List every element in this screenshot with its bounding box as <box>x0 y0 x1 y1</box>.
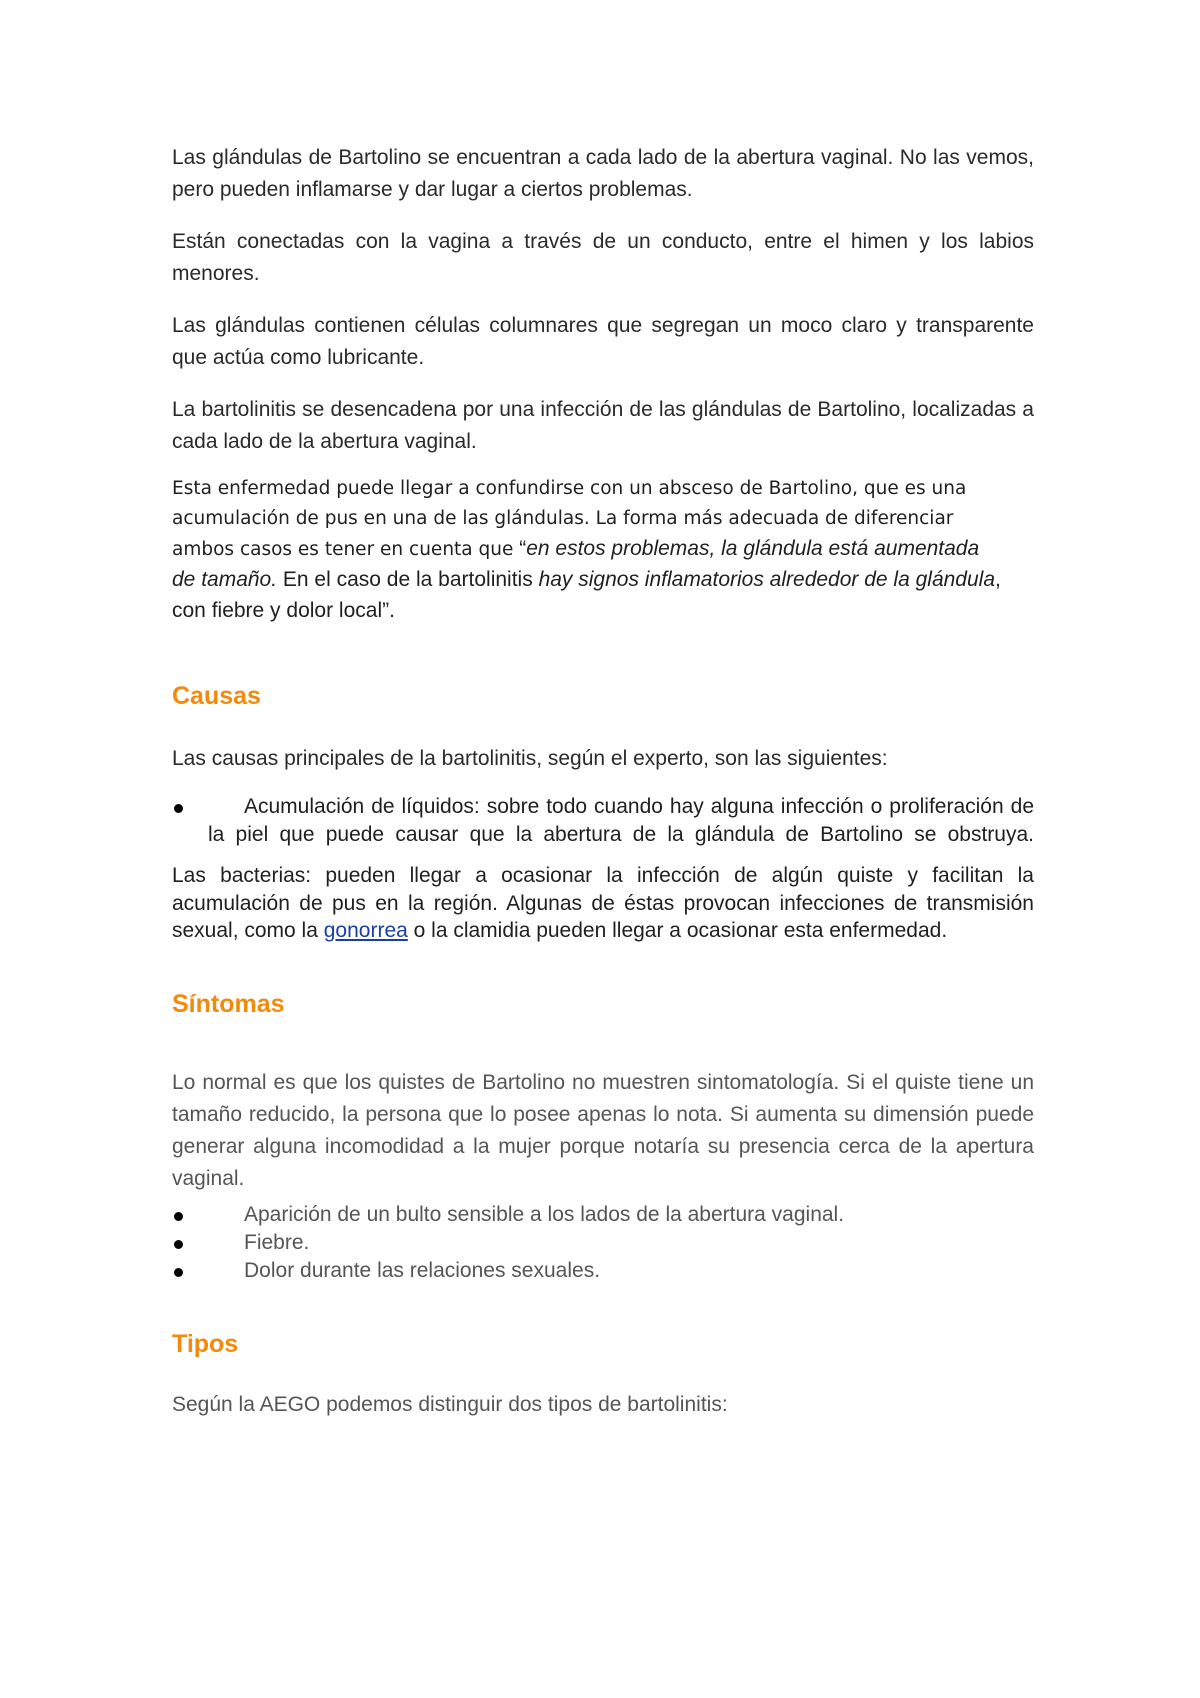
causas-bullet-text <box>208 793 1034 848</box>
sintomas-item-2: Fiebre. <box>244 1230 310 1254</box>
bacteria-text-pre: Las bacterias: pueden llegar a ocasionar la infección de algún quiste y facilitan la acumulación de pus en la región. Algunas de éstas provocan infecciones de transmisión sexual, como la <box>172 864 1034 942</box>
list-item <box>172 793 1034 848</box>
quote-italic-1: en estos problemas, la glándula está aumentada de tamaño. <box>172 537 980 591</box>
intro-paragraph-1: Las glándulas de Bartolino se encuentran a cada lado de la abertura vaginal. No las vemos, pero pueden inflamarse y dar lugar a ciertos problemas. <box>172 146 1034 201</box>
causas-bullet-rest: sobre todo cuando hay alguna infección o proliferación de la piel que puede causar que la abertura de la glándula de Bartolino se obstruya. <box>208 795 1034 846</box>
bacteria-paragraph <box>172 862 1034 945</box>
sintomas-item-3: Dolor durante las relaciones sexuales. <box>244 1258 601 1282</box>
sintomas-paragraph: Lo normal es que los quistes de Bartolino no muestren sintomatología. Si el quiste tiene un tamaño reducido, la persona que lo posee apenas lo nota. Si aumenta su dimensión puede generar alguna incomodidad a la mujer porque notaría su presencia cerca de la apertura vaginal. <box>172 1070 1034 1190</box>
intro-paragraph-2: Están conectadas con la vagina a través de un conducto, entre el himen y los labios menores. <box>172 230 1034 285</box>
quote-tail: , con fiebre y dolor local”. <box>172 568 1001 622</box>
document-body <box>172 142 1034 1421</box>
bullet-icon <box>174 1240 183 1249</box>
intro-paragraph-4: La bartolinitis se desencadena por una infección de las glándulas de Bartolino, localizadas a cada lado de la abertura vaginal. <box>172 398 1034 453</box>
causas-list <box>172 793 1034 848</box>
quote-open-mark: “ <box>513 537 527 560</box>
quote-italic-2: hay signos inflamatorios alrededor de la glándula <box>538 568 996 591</box>
quote-lead: Esta enfermedad puede llegar a confundirse con un absceso de Bartolino, que es una acumulación de pus en una de las glándulas. La forma más adecuada de diferenciar ambos casos es tener en cuenta que <box>172 478 967 560</box>
gonorrea-link[interactable]: gonorrea <box>323 919 408 942</box>
quote-paragraph <box>172 474 1002 627</box>
intro-paragraph-3: Las glándulas contienen células columnares que segregan un moco claro y transparente que actúa como lubricante. <box>172 314 1034 369</box>
bullet-icon <box>174 1268 183 1277</box>
bullet-icon <box>174 1212 183 1221</box>
causas-bullet-lead: Acumulación de líquidos: <box>244 795 480 818</box>
causas-intro: Las causas principales de la bartolinitis, según el experto, son las siguientes: <box>172 747 888 770</box>
quote-middle: En el caso de la bartolinitis <box>277 568 539 591</box>
tipos-intro: Según la AEGO podemos distinguir dos tipos de bartolinitis: <box>172 1392 728 1416</box>
sintomas-item-1: Aparición de un bulto sensible a los lados de la abertura vaginal. <box>244 1202 845 1226</box>
bacteria-text-post: o la clamidia pueden llegar a ocasionar esta enfermedad. <box>407 919 948 942</box>
list-item <box>172 1257 1034 1285</box>
sintomas-heading: Síntomas <box>172 989 285 1018</box>
list-item <box>172 1201 1034 1229</box>
list-item <box>172 1229 1034 1257</box>
bullet-icon <box>174 804 183 813</box>
sintomas-list <box>172 1201 1034 1285</box>
tipos-heading: Tipos <box>172 1329 239 1358</box>
causas-heading: Causas <box>172 682 261 710</box>
